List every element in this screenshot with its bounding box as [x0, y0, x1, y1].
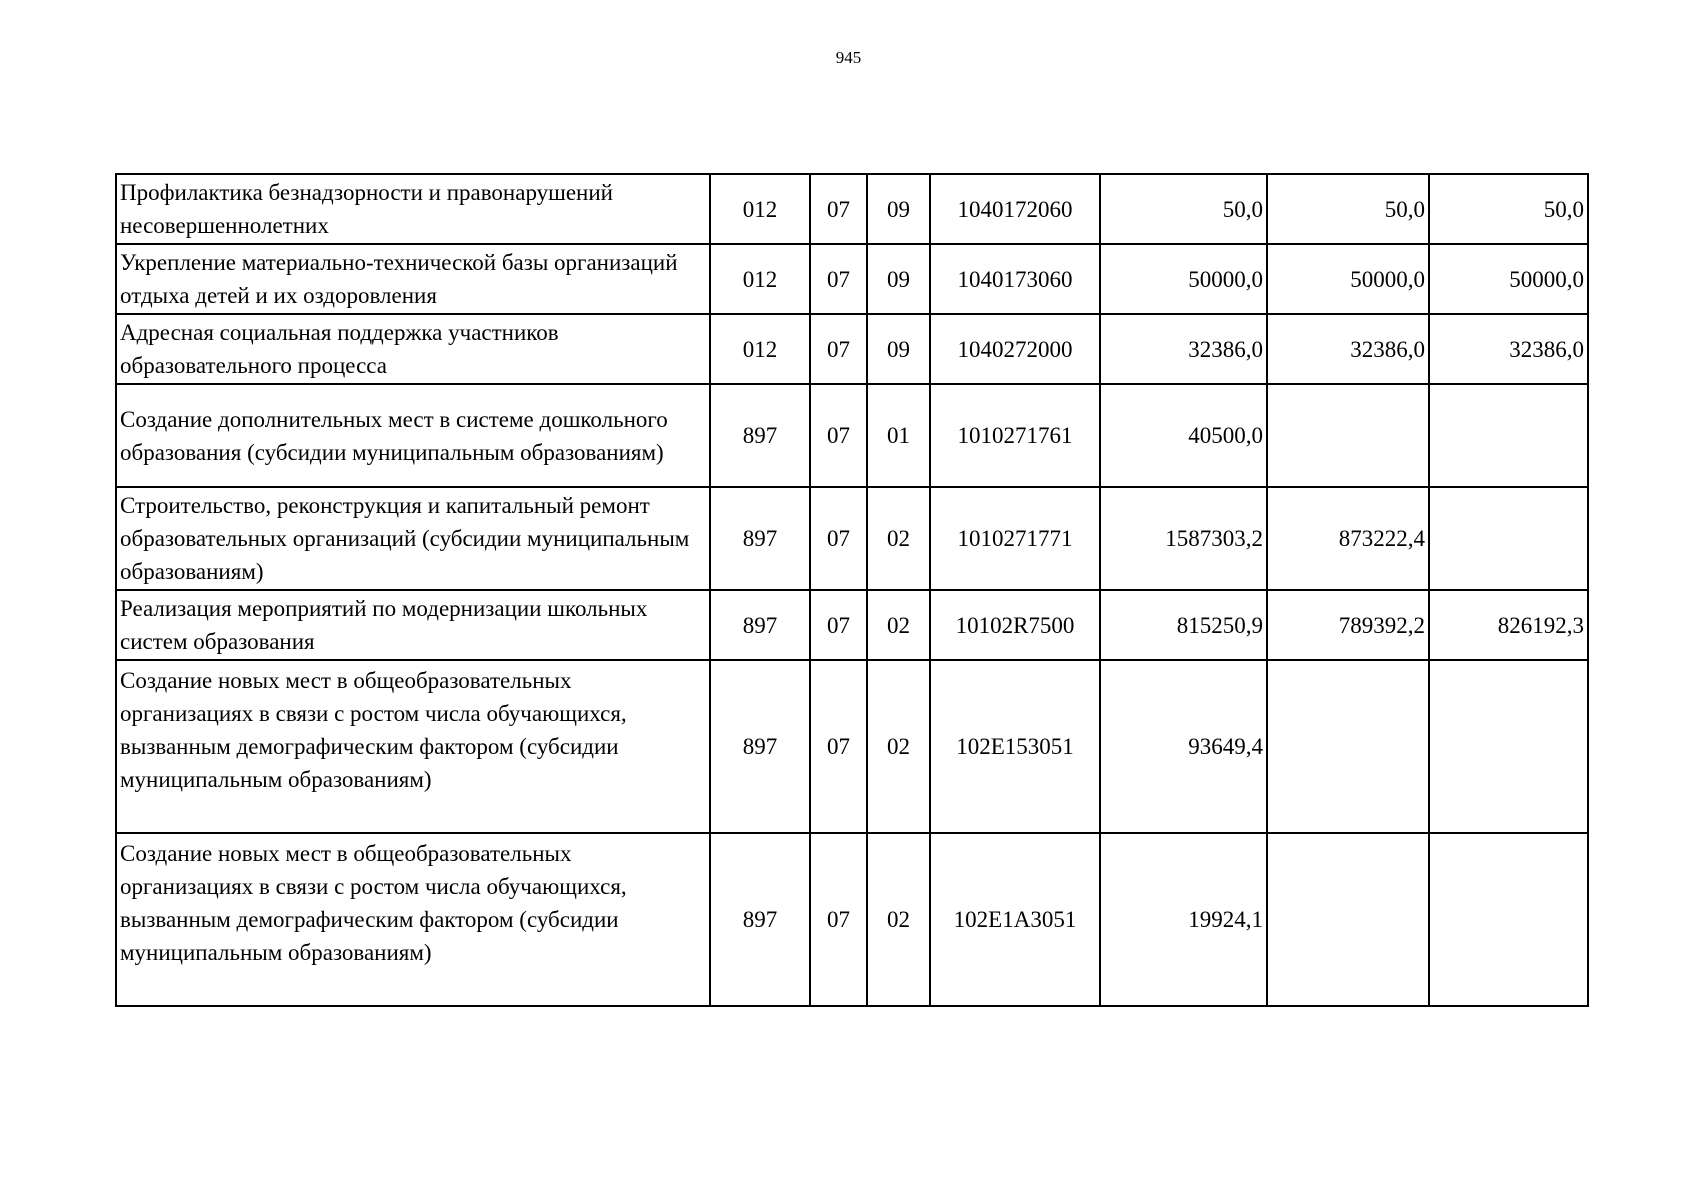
amount-year-1: 93649,4 [1100, 660, 1267, 833]
target-article-code: 102E153051 [930, 660, 1100, 833]
target-article-code: 102E1A3051 [930, 833, 1100, 1006]
amount-year-1: 40500,0 [1100, 384, 1267, 487]
amount-year-2 [1267, 833, 1429, 1006]
section-code: 07 [810, 174, 867, 244]
grbs-code: 897 [710, 590, 810, 660]
amount-year-3 [1429, 660, 1588, 833]
amount-year-3: 32386,0 [1429, 314, 1588, 384]
section-code: 07 [810, 487, 867, 590]
grbs-code: 012 [710, 314, 810, 384]
subsection-code: 02 [867, 833, 930, 1006]
amount-year-2: 50000,0 [1267, 244, 1429, 314]
amount-year-2: 789392,2 [1267, 590, 1429, 660]
amount-year-3 [1429, 487, 1588, 590]
amount-year-2 [1267, 384, 1429, 487]
row-name: Создание дополнительных мест в системе дошкольного образования (субсидии муниципальным образованиям) [116, 384, 710, 487]
grbs-code: 897 [710, 487, 810, 590]
target-article-code: 10102R7500 [930, 590, 1100, 660]
row-name: Строительство, реконструкция и капитальный ремонт образовательных организаций (субсидии муниципальным образованиям) [116, 487, 710, 590]
section-code: 07 [810, 833, 867, 1006]
subsection-code: 09 [867, 174, 930, 244]
table-row [116, 833, 1588, 1006]
amount-year-1: 19924,1 [1100, 833, 1267, 1006]
row-name: Профилактика безнадзорности и правонарушений несовершеннолетних [116, 174, 710, 244]
subsection-code: 02 [867, 660, 930, 833]
table-row [116, 244, 1588, 314]
amount-year-2: 32386,0 [1267, 314, 1429, 384]
amount-year-2: 50,0 [1267, 174, 1429, 244]
target-article-code: 1040272000 [930, 314, 1100, 384]
grbs-code: 897 [710, 384, 810, 487]
amount-year-3: 826192,3 [1429, 590, 1588, 660]
grbs-code: 897 [710, 660, 810, 833]
row-name: Реализация мероприятий по модернизации школьных систем образования [116, 590, 710, 660]
amount-year-3 [1429, 833, 1588, 1006]
row-name: Укрепление материально-технической базы организаций отдыха детей и их оздоровления [116, 244, 710, 314]
amount-year-1: 50000,0 [1100, 244, 1267, 314]
subsection-code: 09 [867, 244, 930, 314]
row-name: Адресная социальная поддержка участников образовательного процесса [116, 314, 710, 384]
subsection-code: 09 [867, 314, 930, 384]
target-article-code: 1010271771 [930, 487, 1100, 590]
subsection-code: 01 [867, 384, 930, 487]
table-row [116, 384, 1588, 487]
row-name: Создание новых мест в общеобразовательных организациях в связи с ростом числа обучающихся, вызванным демографическим фактором (субсидии муниципальным образованиям) [116, 660, 710, 833]
subsection-code: 02 [867, 590, 930, 660]
section-code: 07 [810, 660, 867, 833]
amount-year-2 [1267, 660, 1429, 833]
budget-table [115, 173, 1589, 1007]
amount-year-2: 873222,4 [1267, 487, 1429, 590]
subsection-code: 02 [867, 487, 930, 590]
amount-year-3: 50,0 [1429, 174, 1588, 244]
section-code: 07 [810, 590, 867, 660]
amount-year-3 [1429, 384, 1588, 487]
page-number: 945 [835, 48, 862, 67]
section-code: 07 [810, 244, 867, 314]
section-code: 07 [810, 384, 867, 487]
target-article-code: 1040172060 [930, 174, 1100, 244]
section-code: 07 [810, 314, 867, 384]
table-row [116, 487, 1588, 590]
grbs-code: 012 [710, 244, 810, 314]
amount-year-1: 815250,9 [1100, 590, 1267, 660]
grbs-code: 897 [710, 833, 810, 1006]
grbs-code: 012 [710, 174, 810, 244]
table-row [116, 660, 1588, 833]
row-name: Создание новых мест в общеобразовательных организациях в связи с ростом числа обучающихся, вызванным демографическим фактором (субсидии муниципальным образованиям) [116, 833, 710, 1006]
amount-year-1: 32386,0 [1100, 314, 1267, 384]
amount-year-1: 50,0 [1100, 174, 1267, 244]
table-row [116, 590, 1588, 660]
amount-year-3: 50000,0 [1429, 244, 1588, 314]
amount-year-1: 1587303,2 [1100, 487, 1267, 590]
target-article-code: 1040173060 [930, 244, 1100, 314]
table-row [116, 174, 1588, 244]
table-row [116, 314, 1588, 384]
target-article-code: 1010271761 [930, 384, 1100, 487]
